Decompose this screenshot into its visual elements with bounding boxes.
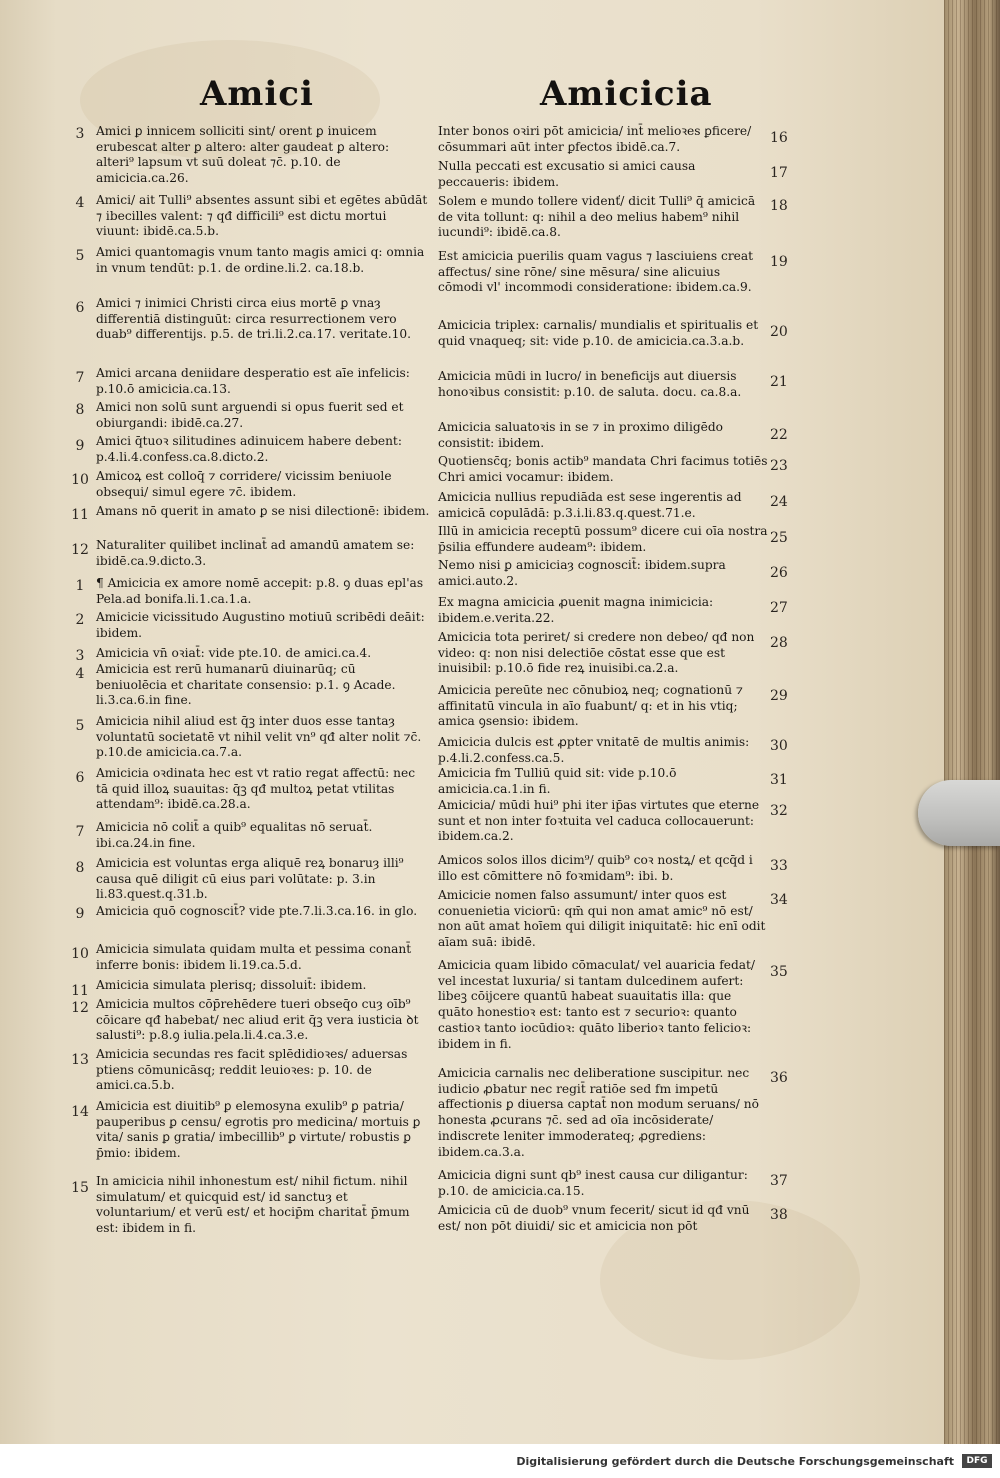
right-entry-number: 26: [770, 565, 788, 581]
left-entry-number: 11: [71, 983, 89, 999]
left-entry-text: Amici arcana deniidare desperatio est aīe infelicis: p.10.ō amicicia.ca.13.: [96, 366, 410, 396]
right-entry-number: 33: [770, 858, 788, 874]
left-entry-text: Amicoꝝ est colloq̄ ⁊ corridere/ vicissim beniuole obsequi/ simul egere ⁊c̄. ibidem.: [96, 469, 392, 499]
left-entry-text: Amicicia simulata plerisq; dissoluit̄: ibidem.: [96, 978, 367, 992]
right-entry-text: Amicicia quam libido cōmaculat/ vel auaricia fedat/ vel incestat luxuria/ si tantam dulcedinem aufert: libeꝫ cōijcere quantū habeat suauitatis illa: que quāto honestioꝛ est: tanto est ⁊ securioꝛ: quanto castioꝛ tanto iocūdioꝛ: quāto liberioꝛ tanto felicioꝛ: ibidem in fi.: [438, 958, 756, 1051]
right-entry-number: 23: [770, 458, 788, 474]
column-header-left: Amici: [200, 74, 314, 114]
right-entry-number: 24: [770, 494, 788, 510]
right-entry-number: 25: [770, 530, 788, 546]
left-entry-number: 13: [71, 1052, 89, 1068]
left-entry-text: Amicicia vn̄ oꝛiat̄: vide pte.10. de amici.ca.4.: [96, 646, 372, 660]
left-entry-number: 6: [75, 300, 85, 316]
right-entry-number: 28: [770, 635, 788, 651]
column-header-right: Amicicia: [540, 74, 713, 114]
right-entry-text: Inter bonos oꝛiri pōt amicicia/ int̄ melioꝛes ꝑficere/ cōsummari aūt inter ꝑfectos ibidē.ca.7.: [438, 124, 752, 154]
left-entry-number: 12: [71, 1000, 89, 1016]
right-entry-number: 38: [770, 1207, 788, 1223]
left-entry-number: 12: [71, 542, 89, 558]
left-entry-number: 6: [75, 770, 85, 786]
left-entry-number: 15: [71, 1180, 89, 1196]
left-entry-text: Amicicia est diuitib⁹ ꝑ elemosyna exulib⁹ ꝑ patria/ pauperibus ꝑ censu/ egrotis pro medicina/ mortuis ꝑ vita/ sanis ꝑ gratia/ imbecillib⁹ ꝑ virtute/ robustis ꝑ p̄mio: ibidem.: [96, 1099, 421, 1161]
right-entry-text: Illū in amicicia receptū possum⁹ dicere cui oīa nostra p̄silia effundere audeam⁹: ibidem.: [438, 524, 768, 554]
right-entry-text: Nemo nisi ꝑ amiciciaȝ cognoscit̄: ibidem.supra amici.auto.2.: [438, 558, 726, 588]
left-entry-number: 8: [75, 402, 85, 418]
right-entry-number: 32: [770, 803, 788, 819]
book-fore-edge: [944, 0, 1000, 1444]
left-entry-text: Amicicia nō colit̄ a quib⁹ equalitas nō seruat̄. ibi.ca.24.in fine.: [96, 820, 373, 850]
left-entry-text: Amici ⁊ inimici Christi circa eius mortē ꝑ vnaȝ differentiā distinguūt: circa resurrectionem vero duab⁹ differentijs. p.5. de tri.li.2.ca.17. veritate.10.: [96, 296, 411, 342]
left-entry-number: 3: [75, 126, 85, 142]
left-entry-text: Amici q̄tuoꝛ silitudines adinuicem habere debent: p.4.li.4.confess.ca.8.dicto.2.: [96, 434, 402, 464]
right-entry-number: 21: [770, 374, 788, 390]
left-entry-number: 4: [75, 195, 85, 211]
right-entry-text: Amicicia carnalis nec deliberatione suscipitur. nec iudicio ꝓbatur nec regit̄ ratiōe sed fm impetū affectionis ꝑ diuersa captat̄ non modum seruans/ nō honesta ꝓcurans ⁊c̄. sed ad oīa incōsiderate/ indiscrete leniter immoderateq; ꝓgrediens: ibidem.ca.3.a.: [438, 1066, 759, 1159]
left-entry-number: 8: [75, 860, 85, 876]
right-entry-text: Amicicia nullius repudiāda est sese ingerentis ad amicicā copulādā: p.3.i.li.83.q.quest.71.e.: [438, 490, 742, 520]
right-entry-text: Amicicia triplex: carnalis/ mundialis et spiritualis et quid vnaqueq; sit: vide p.10. de amicicia.ca.3.a.b.: [438, 318, 759, 348]
right-entry-number: 30: [770, 738, 788, 754]
left-entry-number: 7: [75, 370, 85, 386]
right-entry-number: 16: [770, 130, 788, 146]
left-entry-text: Amici quantomagis vnum tanto magis amici q: omnia in vnum tendūt: p.1. de ordine.li.2. ca.18.b.: [96, 245, 425, 275]
right-entry-number: 22: [770, 427, 788, 443]
left-entry-text: Amici non solū sunt arguendi si opus fuerit sed et obiurgandi: ibidē.ca.27.: [96, 400, 404, 430]
right-entry-text: Amicos solos illos dicim⁹/ quib⁹ coꝛ nostꝝ/ et qcq̄d i illo est cōmittere nō foꝛmidam⁹: ibi. b.: [438, 853, 753, 883]
left-entry-text: Amici ꝑ innicem solliciti sint/ orent ꝑ inuicem erubescat alter ꝑ altero: alter gaudeat ꝑ altero: alteri⁹ lapsum vt suū doleat ⁊c̄. p.10. de amicicia.ca.26.: [96, 124, 390, 186]
left-entry-number: 10: [71, 946, 89, 962]
right-entry-number: 29: [770, 688, 788, 704]
right-entry-text: Amicicia/ mūdi hui⁹ phi iter ip̄as virtutes que eterne sunt et non inter foꝛtuita vel caduca collocauerunt: ibidem.ca.2.: [438, 798, 760, 844]
right-entry-number: 27: [770, 600, 788, 616]
left-entry-number: 11: [71, 507, 89, 523]
dfg-logo: DFG: [962, 1454, 992, 1468]
right-entry-text: Amicicia tota periret/ si credere non debeo/ qđ non video: q: non nisi delectiōe cōstat esse que est inuisibil: p.10.ō fide reꝝ inuisibi.ca.2.a.: [438, 630, 755, 676]
right-entry-number: 17: [770, 165, 788, 181]
footer-bar: [0, 1444, 1000, 1478]
left-entry-text: Amici/ ait Tulli⁹ absentes assunt sibi et egētes abūdāt ⁊ ibecilles valent: ⁊ qđ difficili⁹ est dictu mortui viuunt: ibidē.ca.5.b.: [96, 193, 428, 239]
left-entry-text: Amicicia multos cōp̄rehēdere tueri obseq̄o cuȝ oīb⁹ cōicare qđ habebat/ nec aliud erit q̄ꝫ vera iusticia ꝺt salusti⁹: p.8.ꝯ iulia.pela.li.4.ca.3.e.: [96, 997, 419, 1043]
left-entry-text: Amicicia oꝛdinata hec est vt ratio regat affectū: nec tā quid illoꝝ suauitas: q̄ꝫ qđ multoꝝ petat vtilitas attendam⁹: ibidē.ca.28.a.: [96, 766, 416, 812]
right-entry-text: Est amicicia puerilis quam vagus ⁊ lasciuiens creat affectus/ sine rōne/ sine mēsura/ sine alicuius cōmodi vl' incommodi consideratione: ibidem.ca.9.: [438, 249, 754, 295]
right-entry-text: Amicicia pereūte nec cōnubioꝝ neq; cognationū ⁊ affinitatū vincula in aīo fuabunt/ q: et in his vtiq; amica ꝯsensio: ibidem.: [438, 683, 743, 729]
right-entry-text: Amicicie nomen falso assumunt/ inter quos est conuenietia viciorū: qm̄ qui non amat amic⁹ nō est/ non aūt amat hoīem qui diligit iniquitatē: hic enī odit aīam suā: ibidē.: [438, 888, 766, 950]
left-entry-number: 10: [71, 472, 89, 488]
right-entry-text: Amicicia cū de duob⁹ vnum fecerit/ sicut id qđ vnū est/ non pōt diuidi/ sic et amicicia non pōt: [438, 1203, 750, 1233]
left-entry-text: Amicicia est voluntas erga aliquē reꝝ bonaruȝ illi⁹ causa quē diligit cū eius pari volūtate: p. 3.in li.83.quest.q.31.b.: [96, 856, 404, 902]
left-entry-text: ¶ Amicicia ex amore nomē accepit: p.8. ꝯ duas epl'as Pela.ad bonifa.li.1.ca.1.a.: [96, 576, 424, 606]
left-entry-text: Amicicia est rerū humanarū diuinarūq; cū beniuolēcia et charitate consensio: p.1. ꝯ Acade. li.3.ca.6.in fine.: [96, 662, 396, 708]
right-entry-number: 36: [770, 1070, 788, 1086]
left-entry-text: Amicicia quō cognoscit̄? vide pte.7.li.3.ca.16. in glo.: [96, 904, 418, 918]
left-entry-number: 14: [71, 1104, 89, 1120]
right-entry-text: Amicicia dulcis est ꝓpter vnitatē de multis animis: p.4.li.2.confess.ca.5.: [438, 735, 750, 765]
right-entry-number: 20: [770, 324, 788, 340]
left-entry-number: 2: [75, 612, 85, 628]
page-clip: [918, 780, 1000, 846]
right-entry-text: Nulla peccati est excusatio si amici causa peccaueris: ibidem.: [438, 159, 696, 189]
left-entry-number: 3: [75, 648, 85, 664]
right-entry-text: Amicicia saluatoꝛis in se ⁊ in proximo diligēdo consistit: ibidem.: [438, 420, 723, 450]
left-entry-text: In amicicia nihil inhonestum est/ nihil fictum. nihil simulatum/ et quicquid est/ id sanctuȝ et voluntarium/ et verū est/ et hocip̄m charitat̄ p̄mum est: ibidem in fi.: [96, 1174, 410, 1236]
left-entry-number: 5: [75, 718, 85, 734]
right-entry-text: Amicicia fm Tulliū quid sit: vide p.10.ō amicicia.ca.1.in fi.: [438, 766, 677, 796]
right-entry-text: Amicicia digni sunt qb⁹ inest causa cur diligantur: p.10. de amicicia.ca.15.: [438, 1168, 748, 1198]
left-entry-number: 7: [75, 824, 85, 840]
right-entry-text: Ex magna amicicia ꝓuenit magna inimicicia: ibidem.e.verita.22.: [438, 595, 714, 625]
left-entry-text: Amans nō querit in amato ꝑ se nisi dilectionē: ibidem.: [96, 504, 430, 518]
left-entry-text: Amicicia secundas res facit splēdidioꝛes/ aduersas ptiens cōmunicāsq; reddit leuioꝛes: p. 10. de amici.ca.5.b.: [96, 1047, 408, 1093]
right-entry-number: 35: [770, 964, 788, 980]
left-entry-text: Amicicie vicissitudo Augustino motiuū scribēdi deāit: ibidem.: [96, 610, 425, 640]
digitization-credit: Digitalisierung gefördert durch die Deutsche Forschungsgemeinschaft: [516, 1454, 954, 1468]
right-entry-text: Quotiensc̄q; bonis actib⁹ mandata Chri facimus totiēs Chri amici vocamur: ibidem.: [438, 454, 768, 484]
right-entry-number: 34: [770, 892, 788, 908]
left-entry-number: 9: [75, 438, 85, 454]
right-entry-text: Amicicia mūdi in lucro/ in beneficijs aut diuersis honoꝛibus consistit: p.10. de saluta. docu. ca.8.a.: [438, 369, 742, 399]
right-entry-text: Solem e mundo tollere videnť/ dicit Tulli⁹ q̄ amicicā de vita tollunt: q: nihil a deo melius habem⁹ nihil iucundi⁹: ibidē.ca.8.: [438, 194, 756, 240]
left-entry-number: 1: [75, 578, 85, 594]
left-entry-number: 4: [75, 666, 85, 682]
left-entry-text: Naturaliter quilibet inclinat̄ ad amandū amatem se: ibidē.ca.9.dicto.3.: [96, 538, 415, 568]
right-entry-number: 37: [770, 1173, 788, 1189]
right-entry-number: 31: [770, 772, 788, 788]
right-entry-number: 19: [770, 254, 788, 270]
left-entry-number: 9: [75, 906, 85, 922]
left-entry-number: 5: [75, 248, 85, 264]
right-entry-number: 18: [770, 198, 788, 214]
left-entry-text: Amicicia simulata quidam multa et pessima conant̄ inferre bonis: ibidem li.19.ca.5.d.: [96, 942, 412, 972]
left-entry-text: Amicicia nihil aliud est q̄ꝫ inter duos esse tantaȝ voluntatū societatē vt nihil velit vn⁹ qđ alter nolit ⁊c̄. p.10.de amicicia.ca.7.a.: [96, 714, 422, 760]
